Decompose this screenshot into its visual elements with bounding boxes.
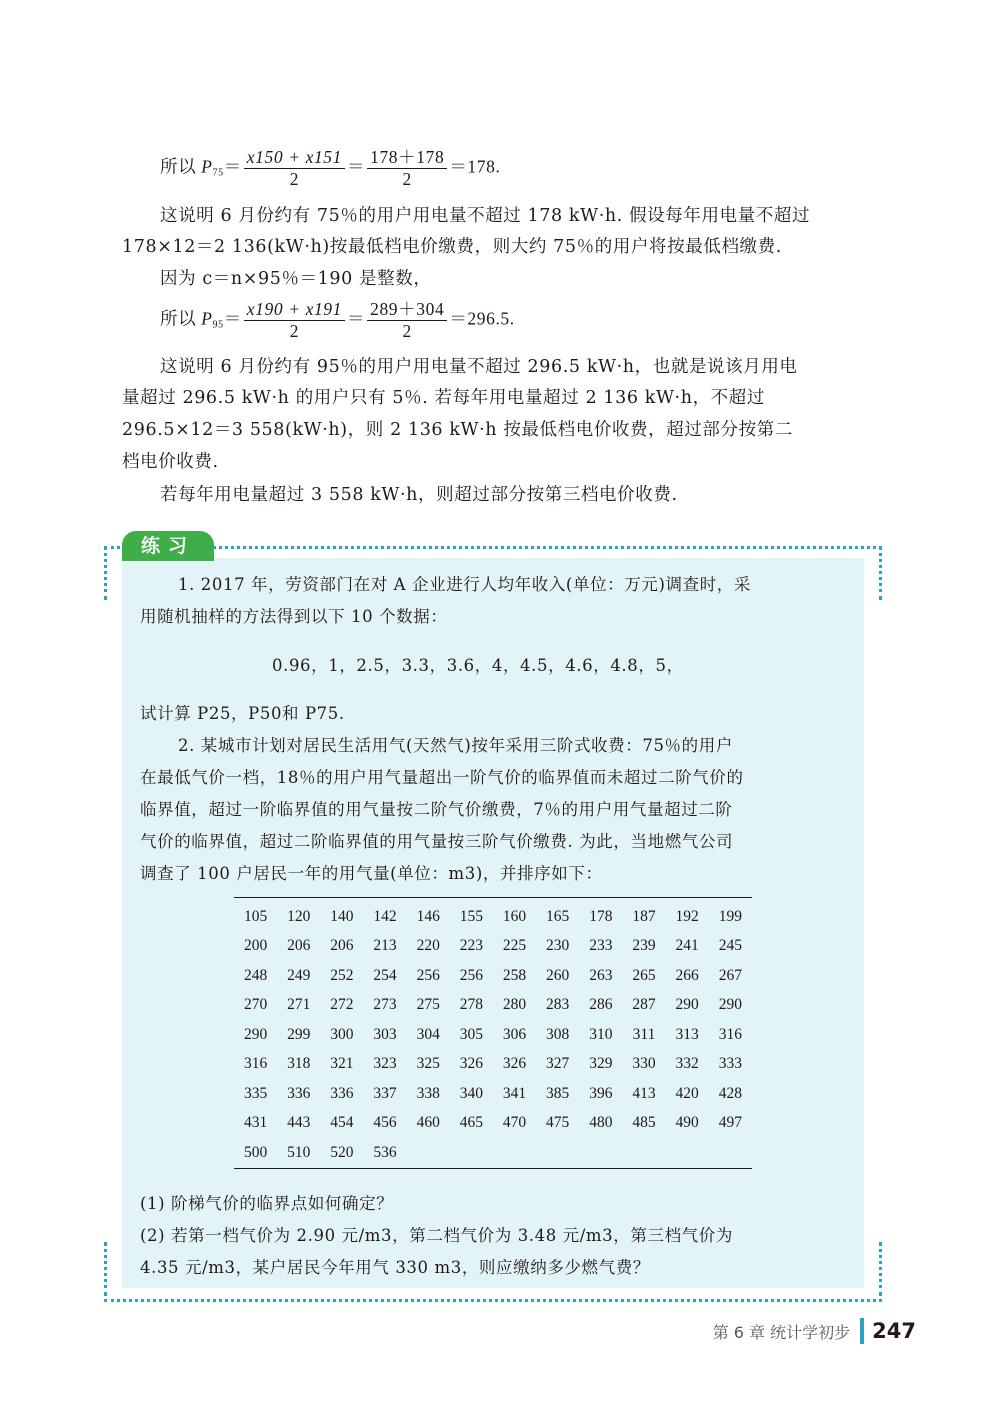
table-cell: 318 [287, 1055, 311, 1073]
table-cell: 413 [632, 1084, 656, 1102]
table-cell: 321 [330, 1055, 354, 1073]
table-cell: 290 [675, 996, 699, 1014]
table-cell: 326 [459, 1055, 483, 1073]
table-cell: 254 [373, 966, 397, 984]
table-cell: 326 [502, 1055, 527, 1073]
table-cell: 241 [675, 937, 699, 955]
para4: 若每年用电量超过 3 558 kW·h，则超过部分按第三档电价收费. [160, 485, 678, 505]
table-cell: 431 [243, 1114, 268, 1132]
table-cell: 213 [373, 937, 397, 955]
q2-line2: 在最低气价一档，18％的用户用气量超出一阶气价的临界值而未超过二阶气价的 [140, 768, 744, 787]
table-row [234, 1020, 752, 1050]
fraction-1: $\frac{x150 + x151}{2}$ [244, 148, 345, 189]
para1-line2: 178×12＝2 136(kW·h)按最低档电价缴费，则大约 75％的用户将按最低档缴费. [122, 237, 782, 257]
chapter-label: 第 6 章 统计学初步 [712, 1322, 851, 1342]
table-row [234, 1109, 752, 1139]
gas-usage-table [234, 897, 752, 1169]
p75-formula: 所以 $P_{75}=$ $\frac{x150 + x151}{2}$ ＝ $\frac{178+178}{2}$ ＝178. [160, 147, 501, 189]
para3-line1: 这说明 6 月份约有 95％的用户用电量不超过 296.5 kW·h，也就是说该月用电 [160, 357, 798, 377]
table-cell: 385 [546, 1084, 570, 1102]
table-cell: 428 [718, 1084, 742, 1102]
table-cell: 329 [589, 1055, 613, 1073]
table-cell: 327 [546, 1055, 570, 1073]
table-cell: 335 [243, 1084, 268, 1102]
table-cell [709, 1138, 752, 1168]
frame-right-bottom [879, 1242, 882, 1296]
fraction-2: $\frac{178+178}{2}$ [367, 148, 447, 189]
table-cell: 256 [459, 966, 483, 984]
table-cell: 520 [330, 1143, 354, 1161]
para3-line2: 量超过 296.5 kW·h 的用户只有 5％. 若每年用电量超过 2 136 kW·h，不超过 [122, 388, 765, 408]
table-cell: 308 [546, 1025, 570, 1043]
table-cell: 280 [502, 996, 527, 1014]
fraction-4: $\frac{289+304}{2}$ [367, 300, 447, 341]
q2-line3: 临界值，超过一阶临界值的用气量按二阶气价缴费，7％的用户用气量超过二阶 [140, 800, 733, 819]
table-cell: 272 [330, 996, 354, 1014]
q2-line1: 2. 某城市计划对居民生活用气(天然气)按年采用三阶式收费：75％的用户 [178, 736, 733, 755]
table-row [234, 961, 752, 991]
table-cell: 290 [243, 1025, 268, 1043]
table-cell: 252 [330, 966, 354, 984]
table-cell: 266 [675, 966, 699, 984]
table-cell: 165 [546, 907, 570, 925]
p95-formula: 所以 $P_{95}=$ $\frac{x190 + x191}{2}$ ＝ $\frac{289+304}{2}$ ＝296.5. [160, 299, 515, 341]
table-cell: 336 [287, 1084, 311, 1102]
table-cell: 140 [330, 907, 354, 925]
para1-line1: 这说明 6 月份约有 75％的用户用电量不超过 178 kW·h. 假设每年用电量不超过 [160, 206, 811, 226]
table-cell: 286 [589, 996, 613, 1014]
table-cell: 456 [373, 1114, 397, 1132]
table-cell: 313 [675, 1025, 699, 1043]
frame-right-top [879, 546, 882, 600]
q2-line4: 气价的临界值，超过二阶临界值的用气量按三阶气价缴费. 为此，当地燃气公司 [140, 832, 734, 851]
table-cell: 316 [718, 1025, 742, 1043]
table-cell: 454 [330, 1114, 354, 1132]
table-cell: 206 [287, 937, 311, 955]
table-cell: 341 [502, 1084, 527, 1102]
table-cell: 500 [243, 1143, 268, 1161]
q1-line1: 1. 2017 年，劳资部门在对 A 企业进行人均年收入(单位：万元)调查时，采 [178, 575, 752, 594]
table-cell: 332 [675, 1055, 699, 1073]
sub-question-2-line1: (2) 若第一档气价为 2.90 元/m3，第二档气价为 3.48 元/m3，第三档气价为 [140, 1226, 733, 1245]
table-cell: 330 [632, 1055, 656, 1073]
table-cell: 200 [243, 937, 268, 955]
table-cell: 249 [287, 966, 311, 984]
table-cell: 220 [416, 937, 440, 955]
fraction-3: $\frac{x190 + x191}{2}$ [244, 300, 345, 341]
table-cell: 338 [416, 1084, 440, 1102]
table-cell [450, 1138, 493, 1168]
table-row [234, 932, 752, 962]
exercise-tab: 练习 [122, 531, 214, 561]
table-cell: 223 [459, 937, 483, 955]
table-cell: 142 [373, 907, 397, 925]
sub-question-2-line2: 4.35 元/m3，某户居民今年用气 330 m3，则应缴纳多少燃气费？ [140, 1258, 650, 1277]
table-cell: 146 [416, 907, 440, 925]
table-cell: 245 [718, 937, 742, 955]
table-cell: 310 [589, 1025, 613, 1043]
table-cell: 263 [589, 966, 613, 984]
table-cell: 316 [243, 1055, 268, 1073]
table-cell: 267 [718, 966, 742, 984]
table-cell: 273 [373, 996, 397, 1014]
table-row [234, 1138, 752, 1168]
q2-line5: 调查了 100 户居民一年的用气量(单位：m3)，并排序如下： [140, 864, 603, 883]
table-row [234, 1079, 752, 1109]
footer-bar [860, 1318, 864, 1344]
table-cell: 206 [330, 937, 354, 955]
table-cell: 178 [589, 907, 613, 925]
q1-ask: 试计算 P25，P50和 P75. [140, 704, 345, 723]
table-cell: 336 [330, 1084, 354, 1102]
table-cell: 510 [287, 1143, 311, 1161]
table-cell: 275 [416, 996, 440, 1014]
table-cell: 420 [675, 1084, 699, 1102]
para3-line3: 296.5×12＝3 558(kW·h)，则 2 136 kW·h 按最低档电价收费，超过部分按第二 [122, 420, 793, 440]
table-cell: 283 [546, 996, 570, 1014]
table-cell: 271 [287, 996, 311, 1014]
table-cell: 258 [502, 966, 527, 984]
page-number: 247 [872, 1319, 916, 1343]
table-cell: 155 [459, 907, 483, 925]
page-footer [713, 1318, 916, 1344]
table-cell: 192 [675, 907, 699, 925]
table-cell: 470 [502, 1114, 527, 1132]
table-cell: 460 [416, 1114, 440, 1132]
table-cell [493, 1138, 536, 1168]
table-cell: 300 [330, 1025, 354, 1043]
table-cell: 225 [502, 937, 527, 955]
table-cell: 396 [589, 1084, 613, 1102]
table-cell: 340 [459, 1084, 483, 1102]
sub-question-1: (1) 阶梯气价的临界点如何确定？ [140, 1194, 394, 1213]
table-cell: 490 [675, 1114, 699, 1132]
para3-line4: 档电价收费. [122, 452, 219, 472]
table-cell: 303 [373, 1025, 397, 1043]
table-cell: 260 [546, 966, 570, 984]
table-cell [579, 1138, 622, 1168]
table-cell: 256 [416, 966, 440, 984]
table-cell: 233 [589, 937, 613, 955]
table-cell: 199 [718, 907, 742, 925]
table-cell: 305 [459, 1025, 483, 1043]
table-cell: 187 [632, 907, 656, 925]
table-cell: 497 [718, 1114, 742, 1132]
table-cell: 270 [243, 996, 268, 1014]
table-cell: 465 [459, 1114, 483, 1132]
table-cell: 306 [502, 1025, 527, 1043]
table-row [234, 991, 752, 1021]
table-cell: 337 [373, 1084, 397, 1102]
para2: 因为 c＝n×95％＝190 是整数， [160, 269, 432, 289]
table-cell: 230 [546, 937, 570, 955]
table-cell: 265 [632, 966, 656, 984]
table-cell [536, 1138, 579, 1168]
frame-left-bottom [104, 1242, 107, 1296]
table-cell: 485 [632, 1114, 656, 1132]
table-cell: 287 [632, 996, 656, 1014]
table-cell [622, 1138, 665, 1168]
table-cell: 120 [287, 907, 311, 925]
table-cell: 239 [632, 937, 656, 955]
table-cell: 443 [287, 1114, 311, 1132]
table-cell: 536 [373, 1143, 397, 1161]
table-cell: 299 [287, 1025, 311, 1043]
frame-left-top [104, 546, 107, 600]
table-cell: 160 [502, 907, 527, 925]
q1-data: 0.96，1，2.5，3.3，3.6，4，4.5，4.6，4.8，5， [272, 656, 684, 675]
table-row [234, 1050, 752, 1080]
table-cell: 480 [589, 1114, 613, 1132]
table-cell: 248 [243, 966, 268, 984]
table-cell: 311 [632, 1025, 656, 1043]
table-row [234, 898, 752, 932]
table-cell [666, 1138, 709, 1168]
table-cell: 105 [243, 907, 268, 925]
table-cell [407, 1138, 450, 1168]
table-cell: 325 [416, 1055, 440, 1073]
table-cell: 333 [718, 1055, 742, 1073]
table-cell: 278 [459, 996, 483, 1014]
table-cell: 304 [416, 1025, 440, 1043]
table-cell: 323 [373, 1055, 397, 1073]
table-cell: 475 [546, 1114, 570, 1132]
q1-line2: 用随机抽样的方法得到以下 10 个数据： [140, 607, 448, 626]
table-cell: 290 [718, 996, 742, 1014]
